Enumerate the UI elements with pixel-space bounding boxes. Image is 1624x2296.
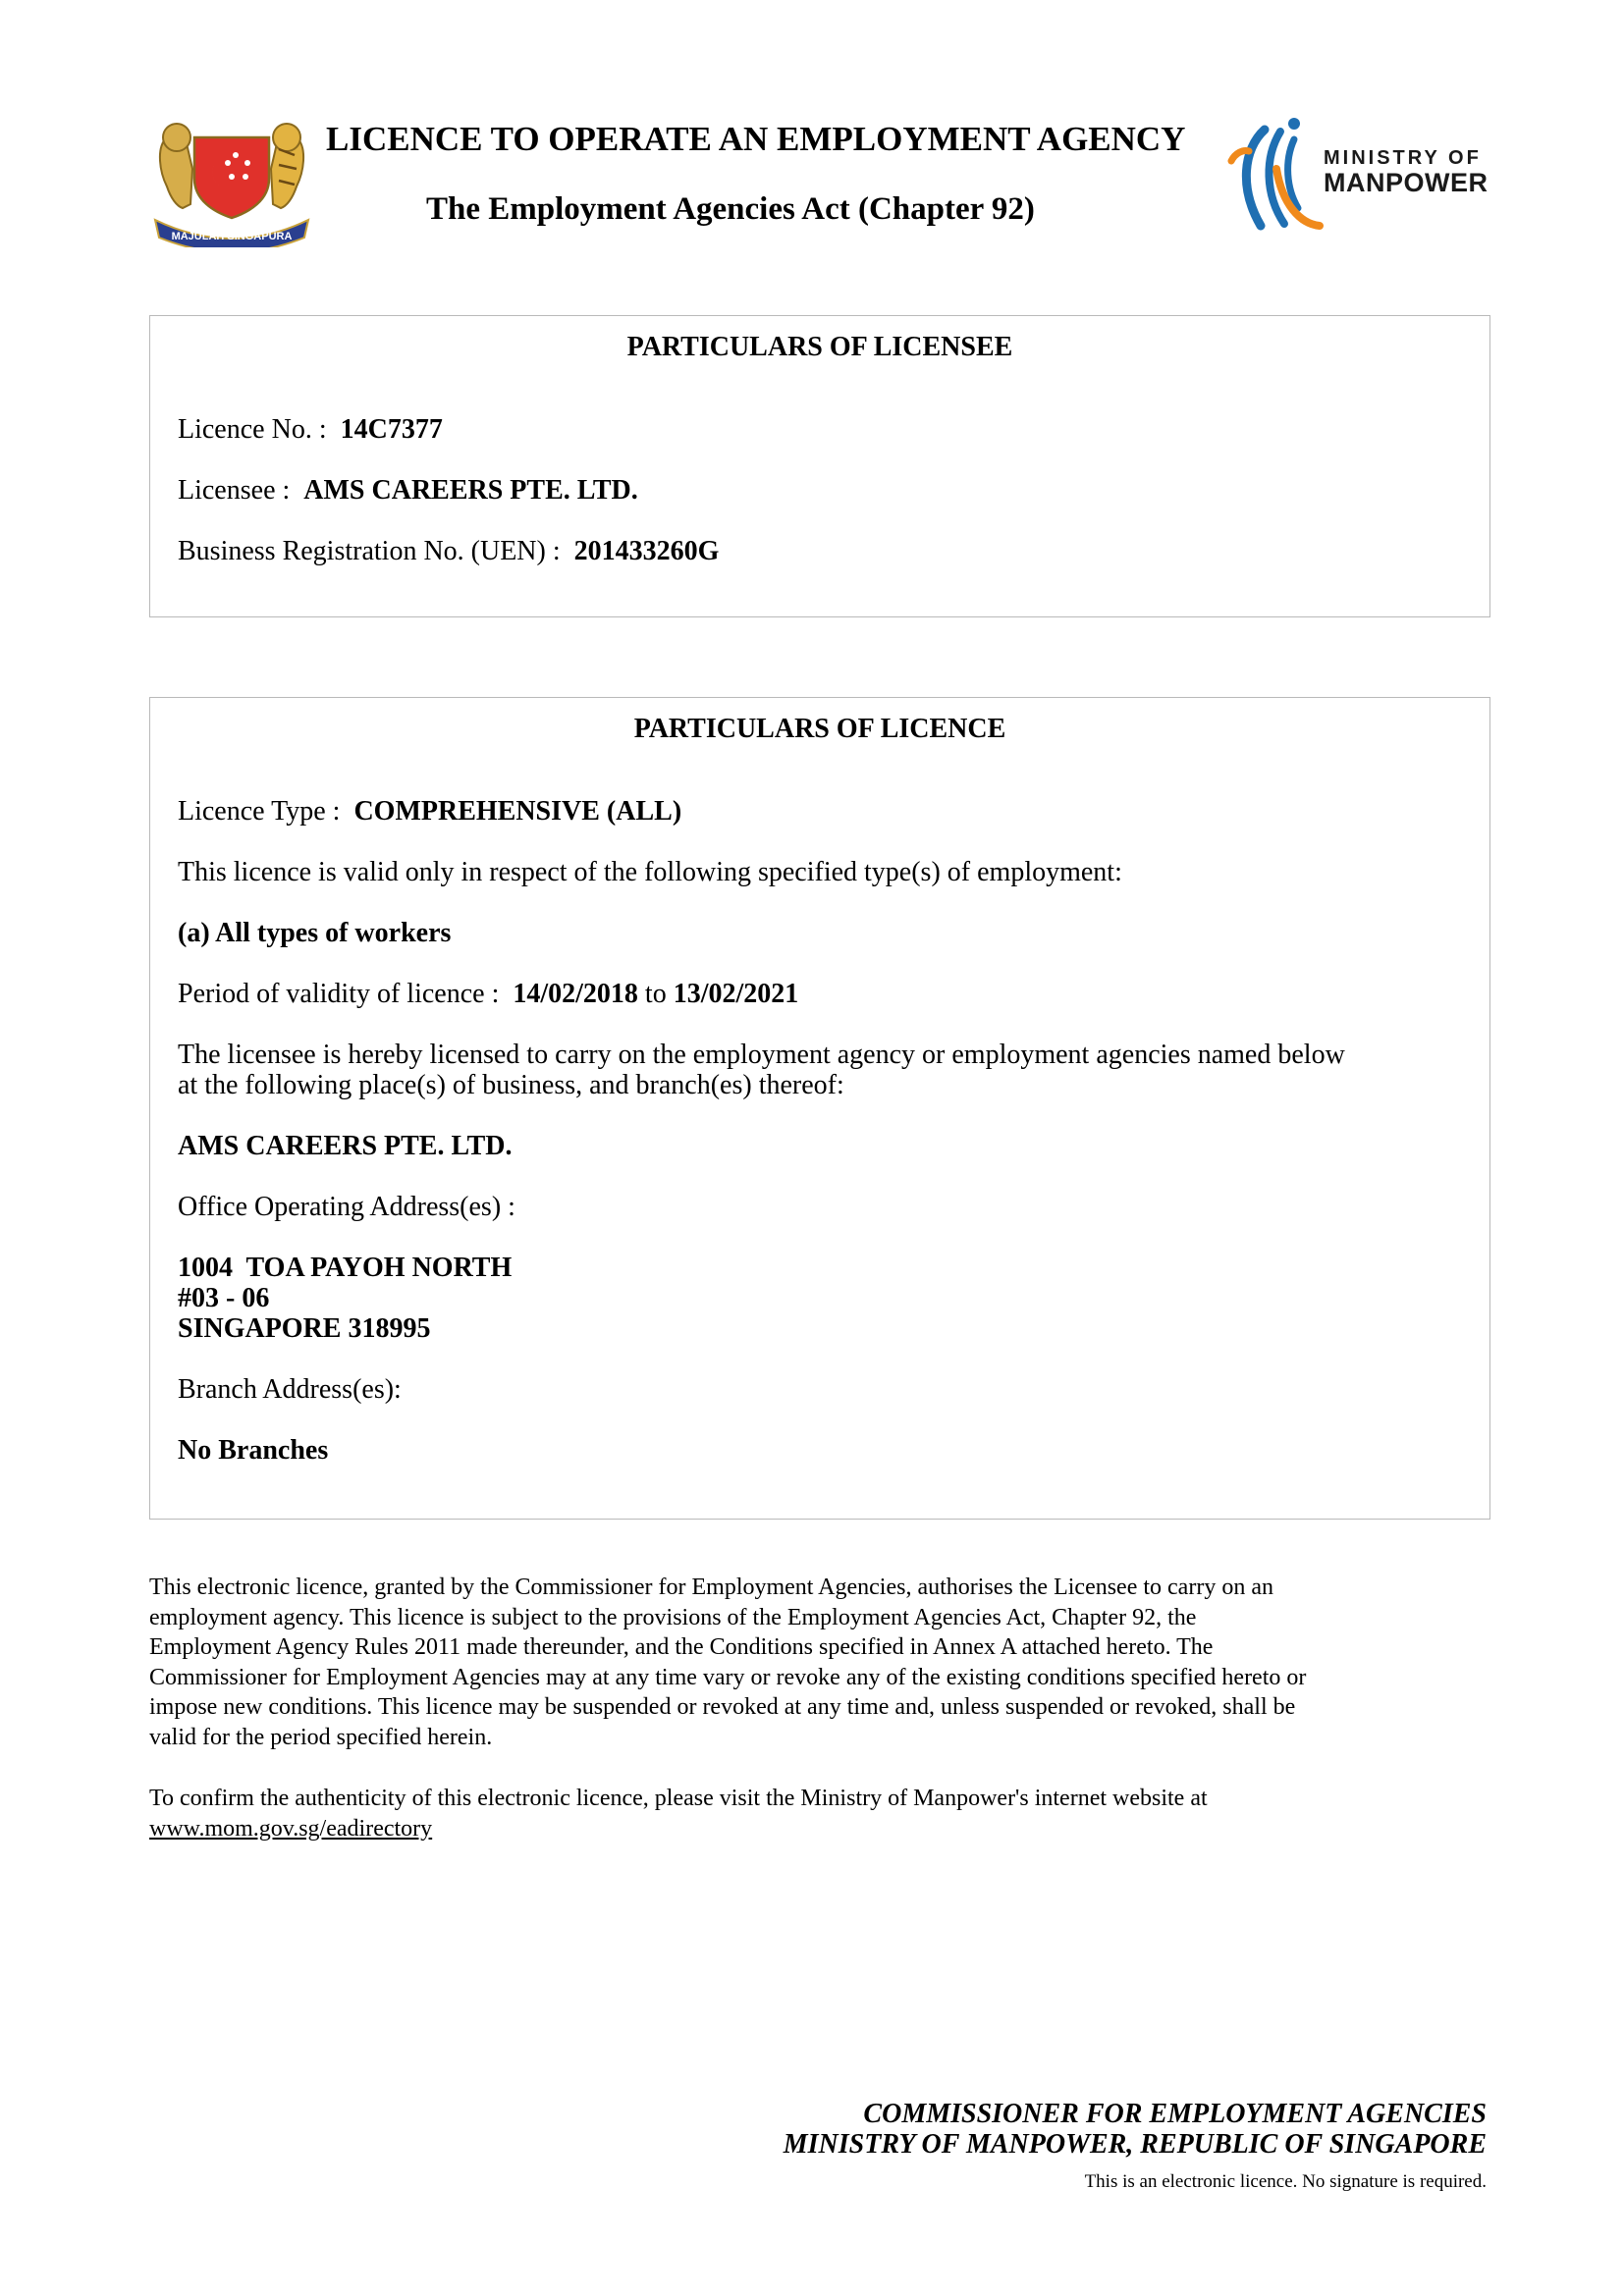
mom-logo-line2: MANPOWER xyxy=(1324,168,1489,197)
address-line2: #03 - 06 xyxy=(178,1283,270,1313)
validity-to-word: to xyxy=(644,979,667,1009)
licensee-row xyxy=(178,475,638,506)
licence-terms-paragraph xyxy=(149,1573,1504,1752)
licence-type-label: Licence Type : xyxy=(178,796,341,827)
licence-no-value: 14C7377 xyxy=(340,414,443,445)
mom-logo-line1: MINISTRY OF xyxy=(1324,147,1482,169)
licence-no-label: Licence No. : xyxy=(178,414,327,445)
valid-text: This licence is valid only in respect of the following specified type(s) of employment: xyxy=(178,857,1122,887)
branch-address-label: Branch Address(es): xyxy=(178,1374,402,1405)
licence-type-value: COMPREHENSIVE (ALL) xyxy=(353,796,682,827)
licensee-section xyxy=(149,315,1490,617)
page-subtitle: The Employment Agencies Act (Chapter 92) xyxy=(426,191,1035,227)
licensee-heading: PARTICULARS OF LICENSEE xyxy=(626,332,1013,362)
uen-value: 201433260G xyxy=(573,536,720,566)
authenticity-paragraph xyxy=(149,1784,1504,1843)
licence-heading: PARTICULARS OF LICENCE xyxy=(633,714,1006,744)
licence-type-row xyxy=(178,796,681,827)
page-title: LICENCE TO OPERATE AN EMPLOYMENT AGENCY xyxy=(326,120,1186,158)
licence-section xyxy=(149,697,1490,1520)
validity-to: 13/02/2021 xyxy=(673,979,799,1009)
terms-line: Employment Agency Rules 2011 made thereunder, and the Conditions specified in Annex A attached hereto. The xyxy=(149,1634,1214,1660)
validity-label: Period of validity of licence : xyxy=(178,979,500,1009)
places-text-line2: at the following place(s) of business, and branch(es) thereof: xyxy=(178,1070,844,1100)
terms-line: employment agency. This licence is subject to the provisions of the Employment Agencies Act, Chapter 92, the xyxy=(149,1604,1197,1630)
terms-line: This electronic licence, granted by the Commissioner for Employment Agencies, authorises the Licensee to carry on an xyxy=(149,1575,1273,1600)
address-line1: 1004 TOA PAYOH NORTH xyxy=(178,1253,513,1283)
footer-ministry: MINISTRY OF MANPOWER, REPUBLIC OF SINGAPORE xyxy=(783,2129,1487,2160)
singapore-crest-logo xyxy=(147,110,316,247)
licence-no-row xyxy=(178,414,443,445)
mom-eadirectory-link[interactable]: www.mom.gov.sg/eadirectory xyxy=(149,1815,433,1842)
licensee-label: Licensee : xyxy=(178,475,291,506)
ministry-of-manpower-logo xyxy=(1225,110,1490,247)
terms-line: valid for the period specified herein. xyxy=(149,1724,493,1750)
uen-label: Business Registration No. (UEN) : xyxy=(178,536,561,566)
agency-name: AMS CAREERS PTE. LTD. xyxy=(178,1131,513,1161)
employment-type: (a) All types of workers xyxy=(178,918,452,948)
footer-note: This is an electronic licence. No signature is required. xyxy=(1084,2171,1487,2192)
terms-line: Commissioner for Employment Agencies may at any time vary or revoke any of the existing conditions specified hereto or xyxy=(149,1664,1307,1690)
branches-value: No Branches xyxy=(178,1435,329,1466)
office-address-label: Office Operating Address(es) : xyxy=(178,1192,515,1222)
validity-period-row xyxy=(178,979,798,1009)
footer-commissioner: COMMISSIONER FOR EMPLOYMENT AGENCIES xyxy=(863,2099,1487,2129)
address-line3: SINGAPORE 318995 xyxy=(178,1313,431,1344)
validity-from: 14/02/2018 xyxy=(513,979,638,1009)
licensee-value: AMS CAREERS PTE. LTD. xyxy=(303,475,638,506)
places-text-line1: The licensee is hereby licensed to carry on the employment agency or employment agencies named below xyxy=(178,1040,1345,1070)
uen-row xyxy=(178,536,719,566)
crest-motto: MAJULAH SINGAPURA xyxy=(171,231,293,242)
terms-line: impose new conditions. This licence may be suspended or revoked at any time and, unless suspended or revoked, shall be xyxy=(149,1694,1296,1720)
confirm-text: To confirm the authenticity of this electronic licence, please visit the Ministry of Manpower's internet website at xyxy=(149,1786,1208,1811)
